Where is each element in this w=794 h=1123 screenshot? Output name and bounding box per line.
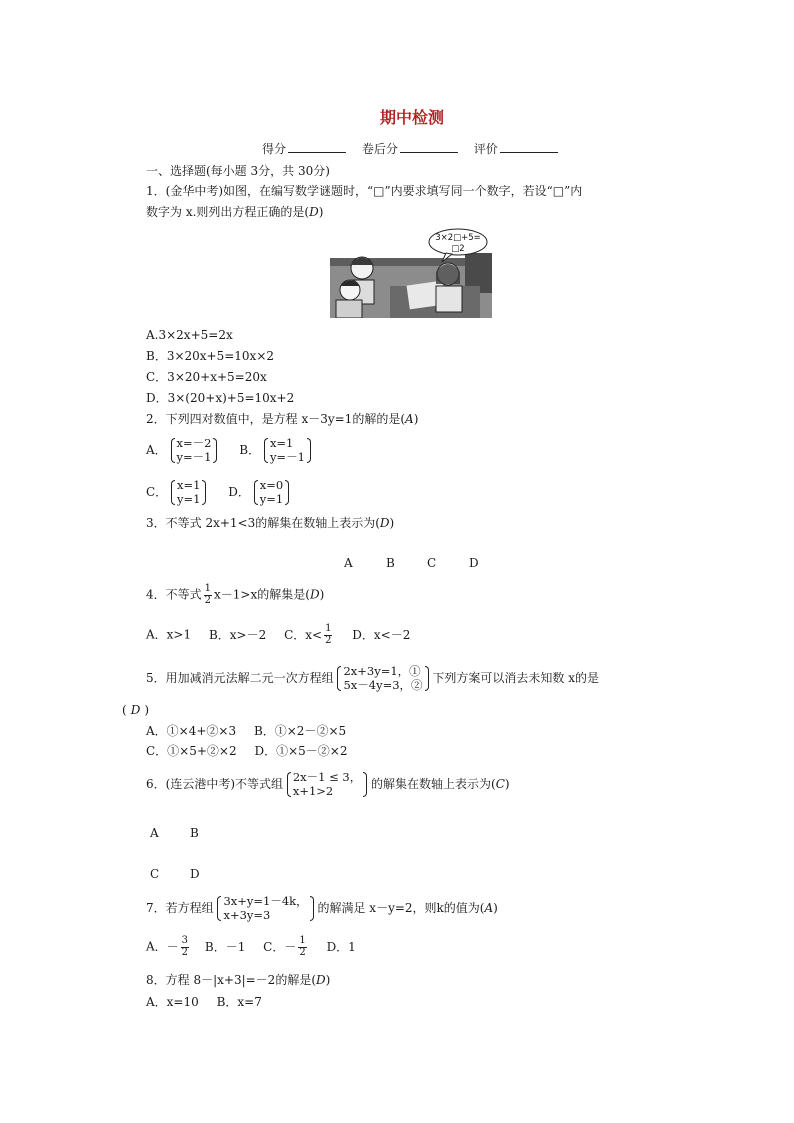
q4-frac-den: 2 bbox=[204, 594, 212, 606]
q2-options-row2 bbox=[146, 478, 289, 507]
q2-answer: A bbox=[405, 412, 414, 426]
q8-option-b: B．x=7 bbox=[216, 995, 262, 1009]
q3-stem bbox=[146, 516, 394, 530]
evaluation-label: 评价 bbox=[473, 142, 498, 156]
score-line bbox=[262, 141, 558, 156]
q5-stem-post: 下列方案可以消去未知数 x的是 bbox=[432, 670, 599, 685]
q2-b-row1: x=1 bbox=[269, 436, 294, 450]
q2-option-c-system bbox=[171, 478, 206, 507]
q2-d-row1: x=0 bbox=[259, 478, 284, 492]
q1-option-d: D．3×(20+x)+5=10x+2 bbox=[146, 391, 295, 405]
q7-option-b: B．－1 bbox=[204, 939, 246, 954]
q5-stem bbox=[146, 664, 599, 693]
q6-close: ) bbox=[504, 776, 510, 791]
q7-system bbox=[217, 894, 313, 923]
evaluation-blank bbox=[500, 141, 558, 153]
q3-option-a: A bbox=[344, 556, 353, 570]
q1-stem-end: 数字为 x.则列出方程正确的是( bbox=[146, 205, 310, 219]
q1-line2 bbox=[146, 205, 323, 219]
after-score-blank bbox=[400, 141, 458, 153]
after-score-label: 卷后分 bbox=[361, 142, 398, 156]
q7-system-row2: x+3y=3 bbox=[223, 908, 271, 923]
q6-option-a: A bbox=[150, 826, 159, 840]
score-label: 得分 bbox=[262, 142, 287, 156]
q6-system-row2: x+1>2 bbox=[292, 784, 334, 799]
q7-answer: A bbox=[484, 900, 494, 915]
q7-system-row1: 3x+y=1－4k， bbox=[223, 894, 308, 908]
q3-option-d: D bbox=[469, 556, 479, 570]
q5-option-a: A．①×4+②×3 bbox=[146, 724, 237, 738]
q7-a-frac-den: 2 bbox=[181, 946, 189, 958]
q8-close: ) bbox=[325, 973, 331, 987]
q6-option-c: C bbox=[150, 867, 160, 881]
q5-option-d: D．①×5－②×2 bbox=[254, 744, 348, 758]
q4-option-c-pre: C．x< bbox=[284, 627, 323, 642]
q5-system bbox=[337, 664, 428, 693]
page-title: 期中检测 bbox=[380, 108, 445, 127]
q7-option-c-pre: C．－ bbox=[263, 939, 297, 954]
q3-option-b: B bbox=[386, 556, 395, 570]
q2-c-row2: y=1 bbox=[177, 492, 201, 507]
q4-option-d: D．x<－2 bbox=[352, 627, 411, 642]
q7-options bbox=[146, 936, 356, 958]
q8-options bbox=[146, 995, 262, 1009]
q5-stem-pre: 5．用加减消元法解二元一次方程组 bbox=[146, 670, 334, 685]
q4-stem bbox=[146, 584, 324, 606]
q4-option-a: A．x>1 bbox=[146, 627, 192, 642]
q1-line1: 1．(金华中考)如图，在编写数学谜题时，“□”内要求填写同一个数字，若设“□”内 bbox=[146, 184, 583, 198]
q1-close: ) bbox=[318, 205, 324, 219]
q2-stem bbox=[146, 412, 418, 426]
q2-d-label: D． bbox=[228, 484, 250, 499]
q5-option-b: B．①×2－②×5 bbox=[253, 724, 347, 738]
q2-a-row2: y=－1 bbox=[176, 450, 212, 465]
q2-option-a-system bbox=[171, 436, 218, 465]
q6-option-b: B bbox=[190, 826, 199, 840]
q6-system-row1: 2x－1 ≤ 3， bbox=[292, 770, 362, 784]
q5-option-c: C．①×5+②×2 bbox=[146, 744, 237, 758]
q8-answer: D bbox=[316, 973, 326, 987]
q3-close: ) bbox=[389, 516, 395, 530]
q5-system-row1: 2x+3y=1，① bbox=[343, 664, 421, 678]
q2-option-b-system bbox=[264, 436, 311, 465]
q4-stem-pre: 4．不等式 bbox=[146, 587, 202, 602]
q2-option-d-system bbox=[254, 478, 289, 507]
q6-stem bbox=[146, 770, 510, 799]
q7-close: ) bbox=[493, 900, 498, 915]
q4-stem-post: x－1>x的解集是( bbox=[214, 587, 310, 602]
q4-c-frac-den: 2 bbox=[325, 634, 332, 646]
q2-c-label: C． bbox=[146, 484, 168, 499]
puzzle-illustration-image bbox=[330, 228, 492, 318]
q6-system bbox=[287, 770, 367, 799]
q2-a-row1: x=－2 bbox=[176, 436, 212, 450]
q2-b-label: B． bbox=[239, 442, 261, 457]
q1-answer: D bbox=[309, 205, 319, 219]
q4-close: ) bbox=[319, 587, 325, 602]
q5-close: ) bbox=[144, 703, 149, 717]
q2-close: ) bbox=[413, 412, 419, 426]
q2-c-row1: x=1 bbox=[177, 478, 201, 492]
q5-answer: D bbox=[130, 703, 141, 717]
q1-option-b: B．3×20x+5=10x×2 bbox=[146, 349, 275, 363]
q3-stem-text: 3．不等式 2x+1<3的解集在数轴上表示为( bbox=[146, 516, 380, 530]
q7-c-frac-num: 1 bbox=[299, 935, 306, 946]
q4-frac-num: 1 bbox=[204, 583, 212, 594]
q1-option-c: C．3×20+x+5=20x bbox=[146, 370, 267, 384]
q8-stem bbox=[146, 973, 330, 987]
q2-b-row2: y=－1 bbox=[269, 450, 305, 465]
bubble-line-1: 3×2□+5= bbox=[435, 233, 481, 243]
q7-option-c-fraction bbox=[298, 936, 306, 958]
q6-option-d: D bbox=[190, 867, 200, 881]
q6-answer: C bbox=[495, 776, 505, 791]
q5-options-row1 bbox=[146, 724, 346, 738]
puzzle-illustration bbox=[330, 228, 492, 318]
q4-options bbox=[146, 624, 410, 646]
q3-answer: D bbox=[379, 516, 390, 530]
q5-system-row2: 5x－4y=3，② bbox=[343, 678, 423, 693]
q8-stem-text: 8．方程 8－|x+3|=－2的解是( bbox=[146, 973, 316, 987]
q6-stem-post: 的解集在数轴上表示为( bbox=[371, 776, 496, 791]
q7-option-a-pre: A．－ bbox=[146, 939, 179, 954]
q5-open: ( bbox=[122, 703, 127, 717]
q3-option-c: C bbox=[427, 556, 437, 570]
q2-d-row2: y=1 bbox=[259, 492, 284, 507]
q5-answer-line bbox=[122, 703, 149, 717]
q7-stem bbox=[146, 894, 498, 923]
q4-fraction bbox=[204, 584, 212, 606]
q2-stem-text: 2．下列四对数值中，是方程 x－3y=1的解的是( bbox=[146, 412, 406, 426]
q2-a-label: A． bbox=[146, 442, 167, 457]
bubble-line-2: □2 bbox=[451, 244, 465, 254]
q7-a-frac-num: 3 bbox=[181, 935, 189, 946]
q1-option-a: A.3×2x+5=2x bbox=[146, 328, 233, 342]
q2-options-row1 bbox=[146, 436, 311, 465]
q6-stem-pre: 6．(连云港中考)不等式组 bbox=[146, 776, 283, 791]
section-heading: 一、选择题(每小题 3分，共 30分) bbox=[146, 164, 330, 178]
q7-stem-pre: 7．若方程组 bbox=[146, 900, 214, 915]
q4-option-c-fraction bbox=[324, 624, 332, 646]
q7-stem-post: 的解满足 x－y=2，则k的值为( bbox=[317, 900, 485, 915]
q4-option-b: B．x>－2 bbox=[208, 627, 267, 642]
q4-c-frac-num: 1 bbox=[325, 623, 332, 634]
q7-option-a-fraction bbox=[181, 936, 189, 958]
q5-options-row2 bbox=[146, 744, 347, 758]
q7-option-d: D．1 bbox=[326, 939, 356, 954]
score-blank bbox=[288, 141, 346, 153]
q8-option-a: A．x=10 bbox=[146, 995, 199, 1009]
q4-answer: D bbox=[309, 587, 320, 602]
q7-c-frac-den: 2 bbox=[299, 946, 306, 958]
